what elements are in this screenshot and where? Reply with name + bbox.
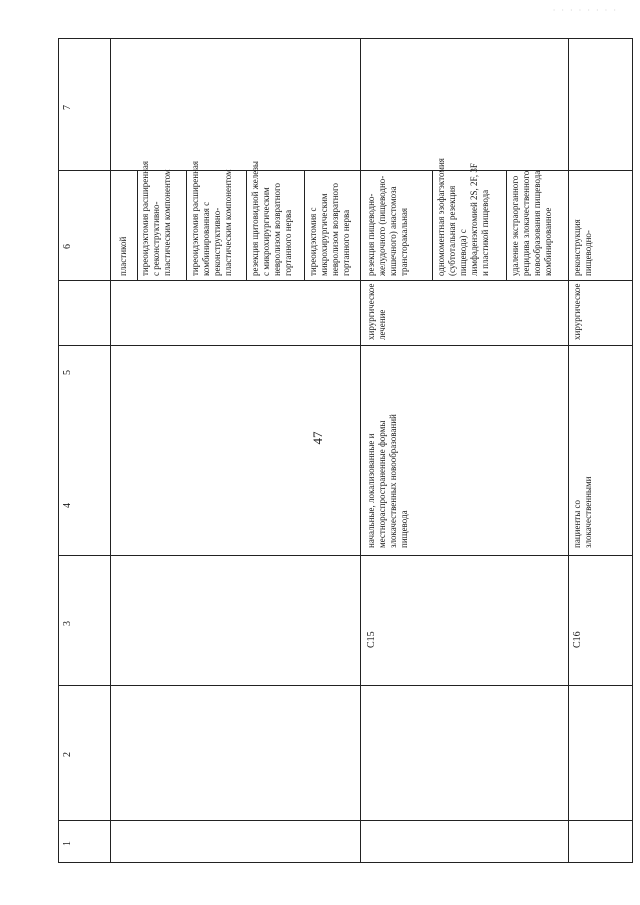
column-number-2: 2	[62, 752, 73, 757]
method-item-8: удаление экстраорганного рецидива злокачественного новообразования пищевода комбинированное	[510, 170, 553, 276]
scan-artifact-dots: · · · · · · · ·	[552, 6, 618, 15]
row-treatment-c15: хирургическое лечение	[366, 283, 387, 340]
method-item-3: тиреоидэктомия расширенная комбинированная с реконструктивно- пластическим компонентом	[190, 160, 233, 276]
column-number-3: 3	[62, 621, 73, 626]
row-treatment-c16: хирургическое	[572, 283, 582, 340]
row-code-c15: C15	[366, 631, 377, 648]
column-number-1: 1	[62, 841, 73, 846]
method-item-5: тиреоидэктомия с микрохирургическим невролизом возвратного гортанного нерва	[308, 183, 351, 276]
method-item-6: резекция пищеводно- желудочного (пищеводно- кишечного) анастомоза трансторакальная	[366, 175, 409, 276]
page-number: 47	[310, 431, 325, 445]
column-number-5: 5	[62, 370, 73, 375]
column-number-7: 7	[62, 105, 73, 110]
method-item-1: пластикой	[118, 236, 128, 276]
method-item-7: одномоментная эзофагэктомия (субтотальная резекция пищевода) с лимфаденэктомией 2S, 2F, 3F и пластикой пищевода	[436, 158, 490, 276]
column-number-6: 6	[62, 244, 73, 249]
row-code-c16: C16	[572, 631, 583, 648]
column-number-4: 4	[62, 503, 73, 508]
method-item-2: тиреоидэктомия расширенная с реконструктивно- пластическим компонентом	[140, 160, 172, 276]
row-condition-c16: пациенты со злокачественными	[572, 476, 593, 548]
row-condition-c15: начальные, локализованные и местнораспространенные формы злокачественных новообразований пищевода	[366, 414, 409, 548]
method-item-4: резекция щитовидной железы с микрохирургическим невролизом возвратного гортанного нерва	[250, 161, 293, 276]
method-item-9: реконструкция пищеводно-	[572, 219, 593, 276]
